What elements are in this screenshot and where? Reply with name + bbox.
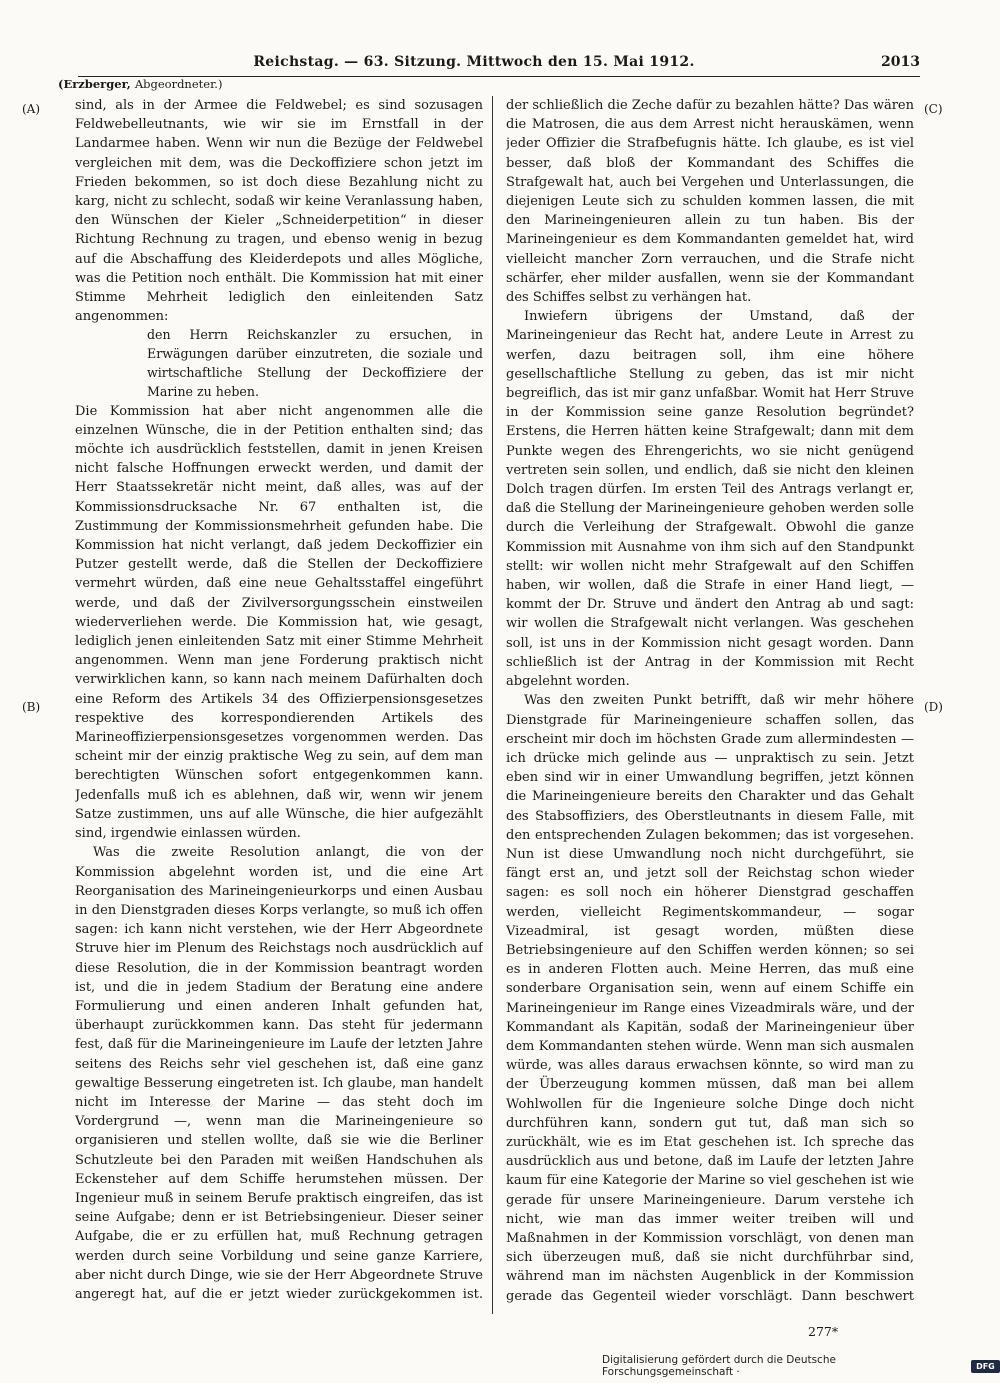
right-column xyxy=(506,96,914,1306)
margin-marker-c: (C) xyxy=(924,102,943,116)
margin-marker-d: (D) xyxy=(924,700,943,714)
left-paragraph-1: sind, als in der Armee die Feldwebel; es sind sozusagen Feldwebelleutnants, wie wir sie im Ernstfall in der Landarmee haben. Wenn wir nun die Bezüge der Feldwebel vergleichen mit dem, was die Deckoffiziere schon jetzt im Frieden bekommen, so ist doch diese Bezahlung nicht zu karg, nicht zu schlecht, sodaß wir keine Veranlassung haben, den Wünschen der Kieler „Schneiderpetition“ in dieser Richtung Rechnung zu tragen, und ebenso wenig in bezug auf die Abschaffung des Kleiderdepots und alles Mögliche, was die Petition noch enthält. Die Kommission hat mit einer Stimme Mehrheit lediglich den einleitenden Satz angenommen: xyxy=(75,98,483,325)
footer-text: Digitalisierung gefördert durch die Deutsche Forschungsgemeinschaft · xyxy=(602,1354,836,1378)
speaker-name: (Erzberger, xyxy=(58,77,131,91)
running-title: Reichstag. — 63. Sitzung. Mittwoch den 15. Mai 1912. xyxy=(253,54,695,70)
speaker-note xyxy=(58,77,222,91)
page-header xyxy=(78,50,920,74)
digitization-footer xyxy=(602,1354,1000,1378)
dfg-logo-icon: DFG xyxy=(971,1360,1000,1373)
speaker-role: Abgeordneter.) xyxy=(134,77,223,91)
page-number: 2013 xyxy=(881,54,920,70)
left-column xyxy=(75,96,483,1306)
sheet-signature: 277* xyxy=(808,1324,839,1339)
margin-marker-a: (A) xyxy=(22,102,41,116)
right-paragraph-1: der schließlich die Zeche dafür zu bezahlen hätte? Das wären die Matrosen, die aus dem Arrest nicht herauskämen, wenn jeder Offizier die Strafbefugnis hätte. Ich glaube, es ist viel besser, daß bloß der Kommandant des Schiffes die Strafgewalt hat, auch bei Vergehen und Unterlassungen, die diejenigen Leute sich zu schulden kommen lassen, die mit den Marineingenieuren allein zu tun haben. Bis der Marineingenieur es dem Kommandanten gemeldet hat, wird vielleicht mancher Zorn verrauchen, und die Strafe nicht schärfer, eher milder ausfallen, wenn sie der Kommandant des Schiffes selbst zu verhängen hat. xyxy=(506,98,914,306)
resolution-quote: den Herrn Reichskanzler zu ersuchen, in Erwägungen darüber einzutreten, die soziale und wirtschaftliche Stellung der Deckoffiziere der Marine zu heben. xyxy=(147,327,483,399)
right-paragraph-3: Was den zweiten Punkt betrifft, daß wir mehr höhere Dienstgrade für Marineingenieure schaffen sollen, das erscheint mir doch im höchsten Grade zum allermindesten — ich drücke mich gelinde aus — unpraktisch zu sein. Jetzt eben sind wir in einer Umwandlung begriffen, jetzt können die Marineingenieure bereits den Charakter und das Gehalt des Stabsoffiziers, des Oberstleutnants in diesem Falle, mit den entsprechenden Zulagen bekommen; das ist vorgesehen. Nun ist diese Umwandlung noch nicht durchgeführt, sie fängt erst an, und jetzt soll der Reichstag schon wieder sagen: es soll noch ein höherer Dienstgrad geschaffen werden, vielleicht Regimentskommandeur, — sogar Vizeadmiral, ist gesagt worden, müßten diese Betriebsingenieure auf den Schiffen werden können; so sei es in anderen Flotten auch. Meine Herren, das muß eine sonderbare Organisation sein, wenn auf einem Schiffe ein Marineingenieur im Range eines Vizeadmirals wäre, und der Kommandant als Kapitän, sodaß der Marineingenieur über dem Kommandanten stehen würde. Wenn man sich ausmalen würde, was alles daraus erwachsen könnte, so wird man zu der Überzeugung kommen müssen, daß man bei allem Wohlwollen für die Ingenieure solche Dinge doch nicht durchführen kann, sondern gut tut, daß man sich so zurückhält, wie es im Etat geschehen ist. Ich spreche das ausdrücklich aus und betone, daß im Laufe der letzten Jahre kaum für eine Kategorie der Marine so viel geschehen ist wie gerade für unsere Marineingenieure. Darum verstehe ich nicht, wie man das immer weiter treiben will und Maßnahmen in der Kommission vorschlägt, von denen man sich überzeugen muß, daß sie nicht durchführbar sind, während man im nächsten Augenblick in der Kommission gerade das Gegenteil wieder vorschlägt. Dann beschwert xyxy=(506,693,914,1304)
left-paragraph-2: Die Kommission hat aber nicht angenommen alle die einzelnen Wünsche, die in der Petition enthalten sind; das möchte ich ausdrücklich feststellen, damit in jenen Kreisen nicht falsche Hoffnungen erweckt werden, und damit der Herr Staatssekretär nicht meint, daß alles, was auf der Kommissionsdrucksache Nr. 67 enthalten ist, die Zustimmung der Kommissionsmehrheit gefunden habe. Die Kommission hat nicht verlangt, daß jedem Deckoffizier ein Putzer gestellt werde, daß die Stellen der Deckoffiziere vermehrt würden, daß eine neue Gehaltsstaffel eingeführt werde, und daß der Zivilversorgungsschein einstweilen wiederverliehen werde. Die Kommission hat, wie gesagt, lediglich jenen einleitenden Satz mit einer Stimme Mehrheit angenommen. Wenn man jene Forderung praktisch nicht verwirklichen kann, so kann nach meinem Dafürhalten doch eine Reform des Artikels 34 des Offizierpensionsgesetzes respektive des korrespondierenden Artikels des Marineoffizierpensionsgesetzes vorgenommen werden. Das scheint mir der einzig praktische Weg zu sein, auf dem man berechtigten Wünschen sofort entgegenkommen kann. Jedenfalls muß ich es ablehnen, daß wir, wenn wir jenem Satze zustimmen, uns auf alle Wünsche, die hier aufgezählt sind, irgendwie einlassen würden. xyxy=(75,403,483,842)
column-divider xyxy=(492,96,493,1314)
right-paragraph-2: Inwiefern übrigens der Umstand, daß der Marineingenieur das Recht hat, andere Leute in Arrest zu werfen, dazu beitragen soll, ihm eine höhere gesellschaftliche Stellung zu geben, das ist mir nicht begreiflich, das ist mir ganz unfaßbar. Womit hat Herr Struve in der Kommission seine ganze Resolution begründet? Erstens, die Herren hätten keine Strafgewalt; dann mit dem Punkte wegen des Ehrengerichts, wo sie nicht genügend vertreten sein sollen, und endlich, daß sie nicht den kleinen Dolch tragen dürfen. Im ersten Teil des Antrags verlangt er, daß die Stellung der Marineingenieure gehoben werden solle durch die Verleihung der Strafgewalt. Obwohl die ganze Kommission mit Ausnahme von ihm sich auf den Standpunkt stellt: wir wollen nicht mehr Strafgewalt auf den Schiffen haben, wir wollen, daß die Strafe in einer Hand liegt, — kommt der Dr. Struve und ändert den Antrag ab und sagt: wir wollen die Strafgewalt nicht verlangen. Was geschehen soll, ist uns in der Kommission nicht gesagt worden. Dann schließlich ist der Antrag in der Kommission mit Recht abgelehnt worden. xyxy=(506,309,914,690)
margin-marker-b: (B) xyxy=(22,700,41,714)
left-paragraph-3: Was die zweite Resolution anlangt, die von der Kommission abgelehnt worden ist, und die eine Art Reorganisation des Marineingenieurkorps und einen Ausbau in den Dienstgraden dieses Korps verlangte, so muß ich offen sagen: ich kann nicht verstehen, wie der Herr Abgeordnete Struve hier im Plenum des Reichstags noch ausdrücklich auf diese Resolution, die in der Kommission beantragt worden ist, und die in jedem Stadium der Beratung eine andere Formulierung und einen anderen Inhalt gefunden hat, überhaupt zurückkommen kann. Das steht für jedermann fest, daß für die Marineingenieure im Laufe der letzten Jahre seitens des Reichs sehr viel geschehen ist, daß eine ganz gewaltige Besserung eingetreten ist. Ich glaube, man handelt nicht im Interesse der Marine — das steht doch im Vordergrund —, wenn man die Marineingenieure so organisieren und stellen wollte, daß sie wie die Berliner Schutzleute bei den Paraden mit weißen Handschuhen als Eckensteher auf dem Schiffe herumstehen müssen. Der Ingenieur muß in seinem Berufe praktisch eingreifen, das ist seine Aufgabe; denn er ist Betriebsingenieur. Dieser seiner Aufgabe, die er zu erfüllen hat, muß Rechnung getragen werden durch seine Vorbildung und seine ganze Karriere, aber nicht durch Dinge, wie sie der Herr Abgeordnete Struve angeregt hat, auf die er jetzt wieder zurückgekommen ist. xyxy=(75,845,483,1302)
